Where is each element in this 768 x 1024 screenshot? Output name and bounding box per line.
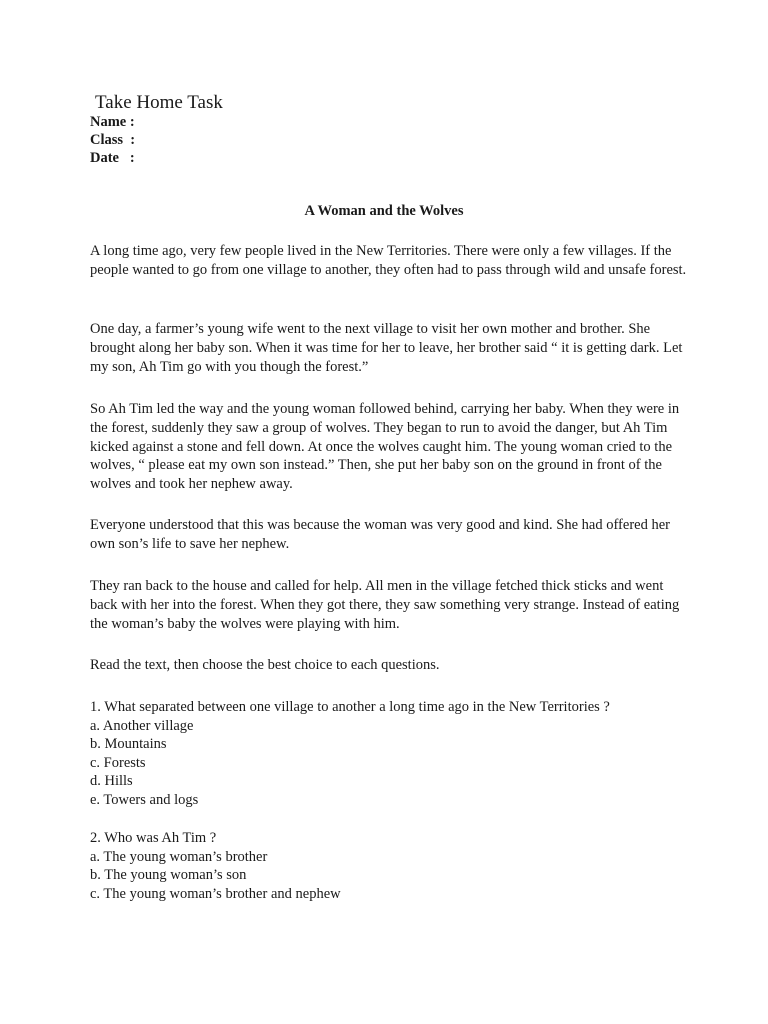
question-2-option-b: b. The young woman’s son <box>90 867 247 884</box>
question-1-option-b: b. Mountains <box>90 736 167 753</box>
student-info-fields <box>90 113 135 167</box>
date-field-label: Date : <box>90 150 135 166</box>
story-paragraph-4: Everyone understood that this was because the woman was very good and kind. She had offered her own son’s life to save her nephew. <box>90 517 670 552</box>
name-field-label: Name : <box>90 114 135 130</box>
instruction-text: Read the text, then choose the best choice to each questions. <box>90 657 440 673</box>
question-1-option-d: d. Hills <box>90 773 133 790</box>
question-1-option-a: a. Another village <box>90 717 194 734</box>
question-1-option-c: c. Forests <box>90 754 146 771</box>
story-paragraph-3: So Ah Tim led the way and the young woman followed behind, carrying her baby. When they were in the forest, suddenly they saw a group of wolves. They began to run to avoid the danger, but Ah Tim kicked against a stone and fell down. At once the wolves caught him. The young woman cried to the wolves, “ please eat my own son instead.” Then, she put her baby son on the ground in front of the wolves and took her nephew away. <box>90 401 680 493</box>
class-field-label: Class : <box>90 132 136 148</box>
question-1-option-e: e. Towers and logs <box>90 791 199 808</box>
story-paragraph-1: A long time ago, very few people lived in the New Territories. There were only a few villages. If the people wanted to go from one village to another, they often had to pass through wild and unsafe forest. <box>90 243 687 278</box>
question-2-option-a: a. The young woman’s brother <box>90 848 268 865</box>
question-1-text: 1. What separated between one village to another a long time ago in the New Territories ? <box>90 699 610 715</box>
page-title: Take Home Task <box>95 92 223 113</box>
story-title: A Woman and the Wolves <box>304 203 464 219</box>
story-paragraph-2: One day, a farmer’s young wife went to the next village to visit her own mother and brother. She brought along her baby son. When it was time for her to leave, her brother said “ it is getting dark. Let my son, Ah Tim go with you though the forest.” <box>90 321 683 375</box>
question-1 <box>90 698 710 810</box>
question-2-text: 2. Who was Ah Tim ? <box>90 830 217 846</box>
question-2-option-c: c. The young woman’s brother and nephew <box>90 885 341 902</box>
story-paragraph-5: They ran back to the house and called for help. All men in the village fetched thick sticks and went back with her into the forest. When they got there, they saw something very strange. Instead of eating the woman’s baby the wolves were playing with him. <box>90 578 680 632</box>
question-2 <box>90 829 710 903</box>
